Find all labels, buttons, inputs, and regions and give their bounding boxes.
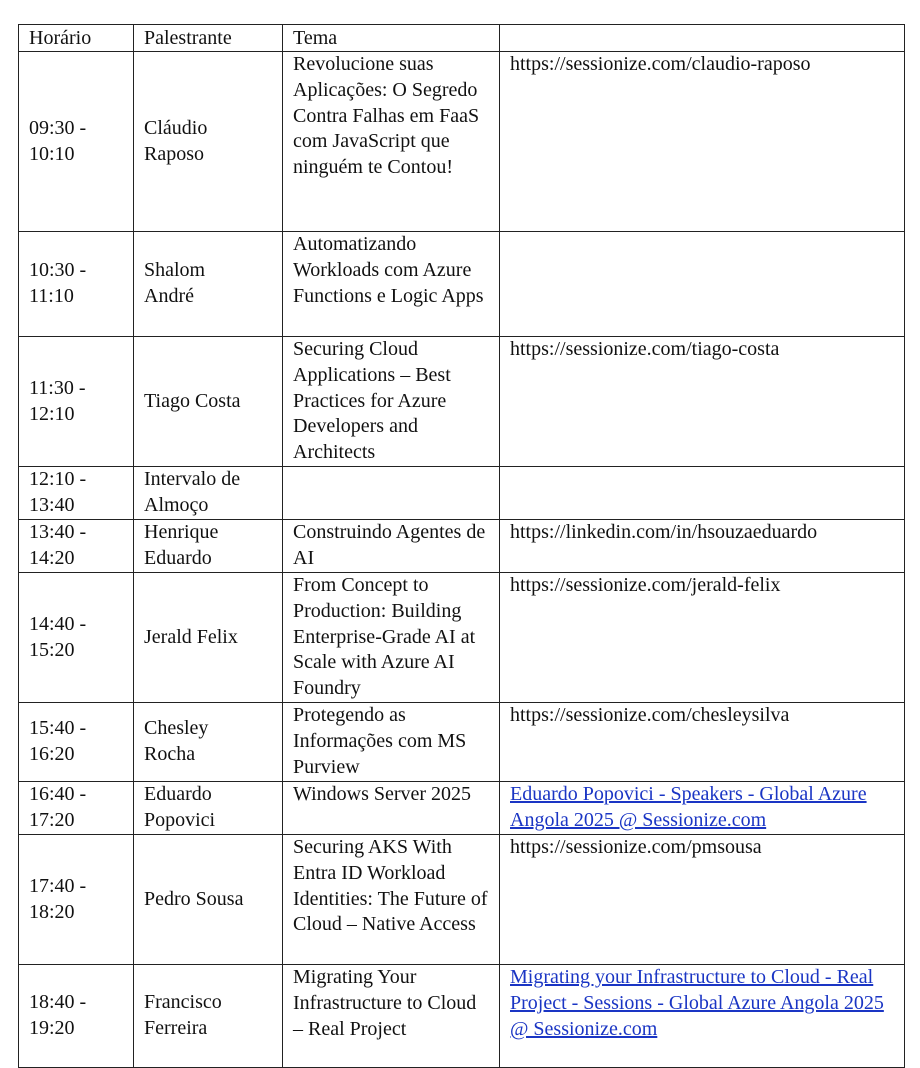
time-cell bbox=[19, 467, 134, 520]
time-end: 12:10 bbox=[29, 402, 75, 425]
speaker-name-line1: Henrique bbox=[144, 521, 219, 544]
speaker-cell bbox=[134, 232, 283, 337]
header-row bbox=[19, 25, 905, 52]
speaker-cell bbox=[134, 573, 283, 703]
time-cell bbox=[19, 965, 134, 1068]
time-cell bbox=[19, 232, 134, 337]
speaker-name-line2: André bbox=[144, 285, 194, 307]
time-start: 12:10 - bbox=[29, 468, 87, 491]
speaker-name-line1: Eduardo bbox=[144, 783, 212, 806]
table-row bbox=[19, 782, 905, 835]
table-row bbox=[19, 703, 905, 782]
time-cell bbox=[19, 52, 134, 232]
table-row bbox=[19, 52, 905, 232]
topic-cell: Windows Server 2025 bbox=[283, 782, 500, 835]
table-row bbox=[19, 337, 905, 467]
topic-cell: Securing AKS With Entra ID Workload Identities: The Future of Cloud – Native Access bbox=[283, 835, 500, 965]
table-row bbox=[19, 232, 905, 337]
time-end: 17:20 bbox=[29, 809, 75, 831]
speaker-name-line1: Jerald Felix bbox=[144, 625, 238, 648]
time-cell bbox=[19, 337, 134, 467]
link-cell bbox=[500, 232, 905, 337]
speaker-name-line2: Ferreira bbox=[144, 1017, 208, 1039]
speaker-cell bbox=[134, 835, 283, 965]
time-start: 18:40 - bbox=[29, 991, 87, 1014]
speaker-name-line1: Intervalo de bbox=[144, 468, 241, 491]
table-row bbox=[19, 467, 905, 520]
time-start: 11:30 - bbox=[29, 376, 86, 399]
time-end: 15:20 bbox=[29, 638, 75, 661]
sessionize-link[interactable]: Eduardo Popovici - Speakers - Global Azure Angola 2025 @ Sessionize.com bbox=[510, 783, 867, 831]
time-cell bbox=[19, 782, 134, 835]
time-cell bbox=[19, 703, 134, 782]
time-cell bbox=[19, 520, 134, 573]
topic-cell: Automatizando Workloads com Azure Functions e Logic Apps bbox=[283, 232, 500, 337]
table-row bbox=[19, 965, 905, 1068]
header-topic: Tema bbox=[283, 25, 500, 52]
time-end: 13:40 bbox=[29, 494, 75, 516]
link-cell bbox=[500, 337, 905, 467]
time-start: 16:40 - bbox=[29, 783, 87, 806]
speaker-url: https://sessionize.com/jerald-felix bbox=[510, 574, 781, 596]
speaker-cell bbox=[134, 52, 283, 232]
speaker-url: https://linkedin.com/in/hsouzaeduardo bbox=[510, 521, 818, 543]
time-cell bbox=[19, 573, 134, 703]
link-cell bbox=[500, 835, 905, 965]
topic-cell: From Concept to Production: Building Enterprise-Grade AI at Scale with Azure AI Foundry bbox=[283, 573, 500, 703]
link-cell bbox=[500, 573, 905, 703]
speaker-cell bbox=[134, 703, 283, 782]
header-time: Horário bbox=[19, 25, 134, 52]
speaker-name-line2: Raposo bbox=[144, 142, 204, 165]
topic-cell: Revolucione suas Aplicações: O Segredo Contra Falhas em FaaS com JavaScript que ninguém te Contou! bbox=[283, 52, 500, 232]
speaker-name-line1: Pedro Sousa bbox=[144, 887, 244, 910]
time-start: 10:30 - bbox=[29, 259, 87, 282]
link-cell bbox=[500, 703, 905, 782]
topic-cell: Protegendo as Informações com MS Purview bbox=[283, 703, 500, 782]
link-cell bbox=[500, 467, 905, 520]
header-speaker: Palestrante bbox=[134, 25, 283, 52]
speaker-cell bbox=[134, 965, 283, 1068]
speaker-url: https://sessionize.com/tiago-costa bbox=[510, 338, 780, 360]
speaker-name-line1: Cláudio bbox=[144, 116, 208, 139]
time-end: 10:10 bbox=[29, 142, 75, 165]
speaker-name-line2: Eduardo bbox=[144, 547, 212, 569]
topic-cell: Migrating Your Infrastructure to Cloud – Real Project bbox=[283, 965, 500, 1068]
time-end: 11:10 bbox=[29, 285, 74, 307]
time-start: 15:40 - bbox=[29, 717, 87, 740]
topic-cell: Securing Cloud Applications – Best Practices for Azure Developers and Architects bbox=[283, 337, 500, 467]
speaker-name-line1: Chesley bbox=[144, 717, 209, 740]
speaker-name-line2: Popovici bbox=[144, 809, 216, 831]
time-end: 18:20 bbox=[29, 900, 75, 923]
speaker-cell bbox=[134, 782, 283, 835]
speaker-cell bbox=[134, 520, 283, 573]
schedule-table bbox=[18, 24, 905, 1068]
speaker-name-line2: Rocha bbox=[144, 743, 196, 765]
time-start: 17:40 - bbox=[29, 874, 87, 897]
table-row bbox=[19, 835, 905, 965]
link-cell bbox=[500, 782, 905, 835]
speaker-url: https://sessionize.com/pmsousa bbox=[510, 836, 762, 858]
time-start: 09:30 - bbox=[29, 116, 87, 139]
speaker-cell bbox=[134, 337, 283, 467]
speaker-name-line2: Almoço bbox=[144, 494, 209, 516]
speaker-cell bbox=[134, 467, 283, 520]
speaker-name-line1: Francisco bbox=[144, 991, 222, 1014]
speaker-url: https://sessionize.com/claudio-raposo bbox=[510, 53, 811, 75]
speaker-name-line1: Tiago Costa bbox=[144, 389, 241, 412]
table-row bbox=[19, 520, 905, 573]
time-cell bbox=[19, 835, 134, 965]
header-link bbox=[500, 25, 905, 52]
link-cell bbox=[500, 52, 905, 232]
sessionize-link[interactable]: Migrating your Infrastructure to Cloud - Real Project - Sessions - Global Azure Angola 2025 @ Sessionize.com bbox=[510, 966, 884, 1040]
time-start: 13:40 - bbox=[29, 521, 87, 544]
time-start: 14:40 - bbox=[29, 612, 87, 635]
topic-cell bbox=[283, 467, 500, 520]
speaker-name-line1: Shalom bbox=[144, 259, 206, 282]
topic-cell: Construindo Agentes de AI bbox=[283, 520, 500, 573]
link-cell bbox=[500, 520, 905, 573]
link-cell bbox=[500, 965, 905, 1068]
time-end: 16:20 bbox=[29, 743, 75, 765]
time-end: 14:20 bbox=[29, 547, 75, 569]
table-row bbox=[19, 573, 905, 703]
time-end: 19:20 bbox=[29, 1017, 75, 1039]
speaker-url: https://sessionize.com/chesleysilva bbox=[510, 704, 790, 726]
